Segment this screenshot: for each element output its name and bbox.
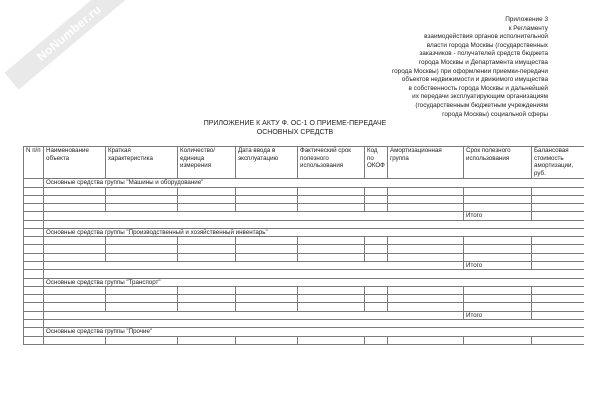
- table-cell[interactable]: [388, 295, 464, 303]
- table-cell[interactable]: [236, 303, 298, 311]
- table-cell[interactable]: [298, 187, 365, 195]
- table-cell[interactable]: [24, 253, 44, 261]
- column-header: Наименование объекта: [44, 147, 106, 179]
- table-cell[interactable]: [24, 336, 44, 344]
- group-header-row: [24, 179, 584, 188]
- table-cell[interactable]: [532, 187, 584, 195]
- total-label: Итого: [464, 212, 532, 221]
- table-row: [24, 336, 584, 344]
- table-cell[interactable]: [24, 203, 44, 211]
- table-header-row: [24, 147, 584, 179]
- table-cell[interactable]: [236, 187, 298, 195]
- table-cell[interactable]: [44, 203, 106, 211]
- table-cell[interactable]: [298, 237, 365, 245]
- table-cell[interactable]: [44, 253, 106, 261]
- table-cell[interactable]: [106, 303, 178, 311]
- table-cell[interactable]: [388, 203, 464, 211]
- table-cell[interactable]: [178, 237, 236, 245]
- table-cell[interactable]: [298, 203, 365, 211]
- row-number-cell: [24, 311, 44, 320]
- group-label: Основные средства группы "Транспорт": [44, 278, 584, 287]
- spacer-cell: [44, 270, 584, 278]
- table-cell[interactable]: [298, 336, 365, 344]
- table-cell[interactable]: [365, 245, 388, 253]
- table-row: [24, 287, 584, 295]
- table-cell[interactable]: [365, 303, 388, 311]
- table-cell[interactable]: [388, 303, 464, 311]
- table-cell[interactable]: [236, 336, 298, 344]
- table-cell[interactable]: [106, 336, 178, 344]
- table-cell[interactable]: [298, 295, 365, 303]
- column-header: N п/п: [24, 147, 44, 179]
- table-row: [24, 237, 584, 245]
- table-row: [24, 203, 584, 211]
- table-cell[interactable]: [388, 253, 464, 261]
- table-cell[interactable]: [464, 203, 532, 211]
- table-cell[interactable]: [24, 195, 44, 203]
- title-line-1: ПРИЛОЖЕНИЕ К АКТУ Ф. ОС-1 О ПРИЕМЕ-ПЕРЕДАЧЕ: [203, 120, 387, 127]
- annex-number: Приложение 3: [505, 16, 548, 23]
- table-cell[interactable]: [298, 195, 365, 203]
- table-cell[interactable]: [236, 295, 298, 303]
- table-cell[interactable]: [106, 253, 178, 261]
- annex-line: города Москвы) социальной сферы: [442, 110, 548, 118]
- table-cell[interactable]: [106, 187, 178, 195]
- table-cell[interactable]: [388, 336, 464, 344]
- table-cell[interactable]: [298, 287, 365, 295]
- total-spacer: [44, 261, 464, 270]
- table-cell[interactable]: [44, 303, 106, 311]
- table-cell[interactable]: [24, 295, 44, 303]
- table-cell[interactable]: [178, 203, 236, 211]
- row-number-cell: [24, 278, 44, 287]
- table-cell[interactable]: [365, 253, 388, 261]
- annex-line: города Москвы) при оформлении приемки-передачи: [391, 67, 548, 75]
- table-cell[interactable]: [44, 187, 106, 195]
- annex-line: взаимодействия органов исполнительной: [424, 33, 548, 41]
- table-cell[interactable]: [106, 245, 178, 253]
- group-label: Основные средства группы "Производственный и хозяйственный инвентарь": [44, 228, 584, 237]
- table-cell[interactable]: [24, 237, 44, 245]
- group-header-row: [24, 278, 584, 287]
- table-cell[interactable]: [178, 253, 236, 261]
- table-cell[interactable]: [365, 203, 388, 211]
- total-label: Итого: [464, 261, 532, 270]
- table-row: [24, 245, 584, 253]
- row-number-cell: [24, 328, 44, 337]
- annex-reference: к Регламенту: [508, 24, 548, 32]
- table-cell[interactable]: [24, 287, 44, 295]
- annex-header: [318, 16, 548, 119]
- table-cell[interactable]: [298, 245, 365, 253]
- column-header: Код по ОКОФ: [365, 147, 388, 179]
- watermark: NoNumber.ru: [4, 0, 133, 90]
- spacer-cell: [44, 220, 584, 228]
- table-cell[interactable]: [106, 203, 178, 211]
- total-value[interactable]: [532, 261, 584, 270]
- total-spacer: [44, 212, 464, 221]
- table-row: [24, 187, 584, 195]
- table-cell[interactable]: [388, 237, 464, 245]
- table-cell[interactable]: [532, 245, 584, 253]
- table-cell[interactable]: [298, 253, 365, 261]
- table-cell[interactable]: [532, 203, 584, 211]
- row-number-cell: [24, 220, 44, 228]
- table-cell[interactable]: [44, 195, 106, 203]
- table-cell[interactable]: [464, 303, 532, 311]
- table-cell[interactable]: [365, 295, 388, 303]
- table-cell[interactable]: [365, 287, 388, 295]
- column-header: Дата ввода в эксплуатацию: [236, 147, 298, 179]
- column-header: Фактический срок полезного использования: [298, 147, 365, 179]
- table-cell[interactable]: [464, 336, 532, 344]
- table-cell[interactable]: [236, 195, 298, 203]
- table-cell[interactable]: [532, 195, 584, 203]
- table-cell[interactable]: [236, 245, 298, 253]
- table-cell[interactable]: [464, 187, 532, 195]
- annex-line: объектов недвижимости и движимого имущества: [401, 76, 548, 84]
- table-cell[interactable]: [178, 336, 236, 344]
- table-cell[interactable]: [178, 287, 236, 295]
- group-label: Основные средства группы "Прочие": [44, 328, 584, 337]
- table-cell[interactable]: [388, 287, 464, 295]
- table-cell[interactable]: [464, 245, 532, 253]
- spacer-cell: [44, 320, 584, 328]
- annex-line: их передачи эксплуатирующим организациям: [412, 93, 548, 101]
- total-value[interactable]: [532, 212, 584, 221]
- table-cell[interactable]: [388, 195, 464, 203]
- spacer-row: [24, 270, 584, 278]
- annex-line: заказчиков - получателей средств бюджета: [419, 50, 548, 58]
- table-cell[interactable]: [532, 336, 584, 344]
- table-row: [24, 303, 584, 311]
- table-cell[interactable]: [464, 237, 532, 245]
- title-line-2: ОСНОВНЫХ СРЕДСТВ: [256, 128, 334, 136]
- table-cell[interactable]: [388, 187, 464, 195]
- table-cell[interactable]: [44, 245, 106, 253]
- table-cell[interactable]: [44, 295, 106, 303]
- spacer-row: [24, 320, 584, 328]
- table-cell[interactable]: [532, 295, 584, 303]
- group-header-row: [24, 328, 584, 337]
- row-number-cell: [24, 179, 44, 188]
- total-row: [24, 311, 584, 320]
- assets-table: [23, 146, 584, 345]
- table-cell[interactable]: [44, 336, 106, 344]
- column-header: Количество/ единица измерения: [178, 147, 236, 179]
- table-cell[interactable]: [24, 245, 44, 253]
- table-cell[interactable]: [365, 195, 388, 203]
- table-cell[interactable]: [106, 237, 178, 245]
- table-cell[interactable]: [106, 195, 178, 203]
- table-cell[interactable]: [532, 253, 584, 261]
- table-cell[interactable]: [365, 237, 388, 245]
- table-cell[interactable]: [178, 195, 236, 203]
- column-header: Краткая характеристика: [106, 147, 178, 179]
- group-header-row: [24, 228, 584, 237]
- table-row: [24, 195, 584, 203]
- row-number-cell: [24, 228, 44, 237]
- table-cell[interactable]: [464, 295, 532, 303]
- table-cell[interactable]: [532, 237, 584, 245]
- table-cell[interactable]: [178, 303, 236, 311]
- table-row: [24, 295, 584, 303]
- total-label: Итого: [464, 311, 532, 320]
- table-cell[interactable]: [24, 187, 44, 195]
- column-header: Балансовая стоимость амортизации, руб.: [532, 147, 584, 179]
- column-header: Амортизационная группа: [388, 147, 464, 179]
- table-cell[interactable]: [464, 195, 532, 203]
- annex-line: в собственность города Москвы и дальнейшей: [408, 84, 548, 92]
- total-spacer: [44, 311, 464, 320]
- annex-line: власти города Москвы (государственных: [426, 41, 548, 49]
- table-cell[interactable]: [178, 187, 236, 195]
- total-row: [24, 212, 584, 221]
- annex-line: (государственным бюджетным учреждениям: [415, 101, 548, 109]
- group-label: Основные средства группы "Машины и оборудование": [44, 179, 584, 188]
- table-cell[interactable]: [178, 295, 236, 303]
- table-cell[interactable]: [532, 287, 584, 295]
- total-row: [24, 261, 584, 270]
- table-cell[interactable]: [178, 245, 236, 253]
- document-title: [170, 120, 420, 137]
- table-cell[interactable]: [464, 287, 532, 295]
- table-cell[interactable]: [106, 295, 178, 303]
- table-cell[interactable]: [464, 253, 532, 261]
- annex-line: города Москвы и Департамента имущества: [418, 58, 548, 66]
- table-cell[interactable]: [24, 303, 44, 311]
- spacer-row: [24, 220, 584, 228]
- table-cell[interactable]: [388, 245, 464, 253]
- column-header: Срок полезного использования: [464, 147, 532, 179]
- table-cell[interactable]: [236, 237, 298, 245]
- table-cell[interactable]: [365, 187, 388, 195]
- table-cell[interactable]: [365, 336, 388, 344]
- table-cell[interactable]: [298, 303, 365, 311]
- table-row: [24, 253, 584, 261]
- table-cell[interactable]: [236, 287, 298, 295]
- row-number-cell: [24, 212, 44, 221]
- row-number-cell: [24, 270, 44, 278]
- table-cell[interactable]: [106, 287, 178, 295]
- table-cell[interactable]: [44, 287, 106, 295]
- table-cell[interactable]: [44, 237, 106, 245]
- row-number-cell: [24, 320, 44, 328]
- table-cell[interactable]: [236, 253, 298, 261]
- table-cell[interactable]: [532, 303, 584, 311]
- table-cell[interactable]: [236, 203, 298, 211]
- row-number-cell: [24, 261, 44, 270]
- annex-body: [318, 33, 548, 119]
- total-value[interactable]: [532, 311, 584, 320]
